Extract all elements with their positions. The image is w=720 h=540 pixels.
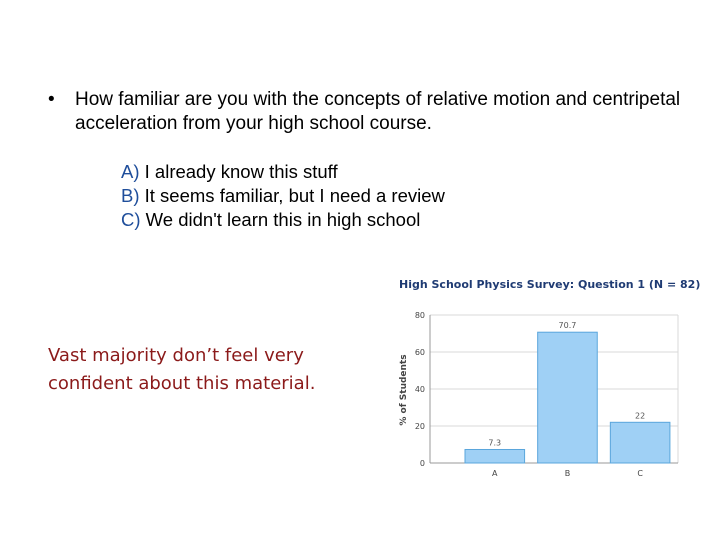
- option-b-text: It seems familiar, but I need a review: [139, 185, 445, 206]
- survey-bar-chart: [370, 300, 700, 485]
- data-label-b: 70.7: [558, 321, 577, 331]
- data-label-c: 22: [635, 411, 646, 421]
- y-tick-label: 20: [414, 422, 425, 431]
- question-text: How familiar are you with the concepts of relative motion and centripetal acceleration from your high school course.: [75, 89, 681, 134]
- y-tick-label: 60: [414, 348, 425, 357]
- option-a-letter: A): [121, 161, 140, 182]
- option-b: [121, 184, 445, 208]
- y-axis-label: % of Students: [399, 354, 409, 426]
- conclusion-note: Vast majority don’t feel very confident about this material.: [48, 345, 316, 394]
- y-tick-label: 0: [419, 459, 425, 468]
- y-tick-label: 80: [414, 311, 425, 320]
- option-c: [121, 208, 445, 232]
- data-label-a: 7.3: [488, 438, 502, 448]
- bullet: •: [48, 89, 55, 110]
- chart-title: High School Physics Survey: Question 1 (N = 82): [399, 278, 701, 291]
- option-a-text: I already know this stuff: [139, 161, 338, 182]
- question: [48, 88, 688, 136]
- option-c-text: We didn't learn this in high school: [140, 209, 421, 230]
- y-tick-label: 40: [414, 385, 425, 394]
- x-tick-label-a: A: [492, 469, 498, 478]
- option-b-letter: B): [121, 185, 140, 206]
- x-tick-label-b: B: [564, 469, 571, 478]
- option-a: [121, 160, 445, 184]
- answer-options: [121, 160, 445, 232]
- x-tick-label-c: C: [637, 469, 643, 478]
- option-c-letter: C): [121, 209, 141, 230]
- bar-c: [610, 422, 670, 463]
- bar-a: [465, 449, 525, 463]
- bar-b: [538, 332, 598, 463]
